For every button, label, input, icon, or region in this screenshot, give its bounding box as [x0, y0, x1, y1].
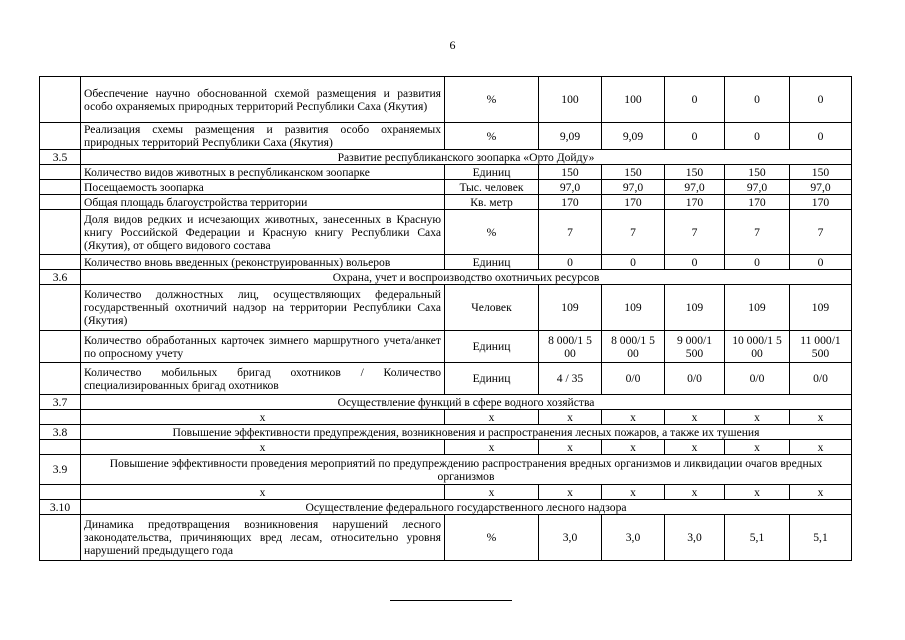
- table-row: [40, 77, 852, 123]
- table-row: [40, 363, 852, 395]
- value-cell: 0: [602, 255, 665, 270]
- indicator-name: Реализация схемы размещения и развития особо охраняемых природных территорий Республики Саха (Якутия): [81, 123, 445, 150]
- unit-cell: Тыс. человек: [445, 180, 539, 195]
- row-number: [40, 77, 81, 123]
- value-cell: 150: [602, 165, 665, 180]
- value-cell: 11 000/1 500: [790, 331, 852, 363]
- value-cell: 0: [665, 123, 725, 150]
- value-cell: 97,0: [665, 180, 725, 195]
- indicator-name: Количество вновь введенных (реконструированных) вольеров: [81, 255, 445, 270]
- value-cell: 170: [790, 195, 852, 210]
- value-cell: 5,1: [790, 515, 852, 561]
- row-number: [40, 515, 81, 561]
- row-number: [40, 331, 81, 363]
- value-cell: х: [665, 485, 725, 500]
- section-row: [40, 270, 852, 285]
- value-cell: 0/0: [790, 363, 852, 395]
- section-row: [40, 425, 852, 440]
- unit-cell: Единиц: [445, 255, 539, 270]
- value-cell: 0/0: [602, 363, 665, 395]
- value-cell: х: [790, 485, 852, 500]
- value-cell: х: [602, 410, 665, 425]
- value-cell: 8 000/1 5 00: [602, 331, 665, 363]
- value-cell: 150: [725, 165, 790, 180]
- value-cell: 0: [665, 255, 725, 270]
- section-number: 3.5: [40, 150, 81, 165]
- row-number: [40, 210, 81, 255]
- value-cell: х: [539, 410, 602, 425]
- indicator-name: х: [81, 410, 445, 425]
- value-cell: х: [539, 485, 602, 500]
- row-number: [40, 485, 81, 500]
- value-cell: х: [602, 485, 665, 500]
- table-row: [40, 195, 852, 210]
- table-row: [40, 410, 852, 425]
- row-number: [40, 195, 81, 210]
- table-row: [40, 123, 852, 150]
- indicator-name: Количество обработанных карточек зимнего маршрутного учета/анкет по опросному учету: [81, 331, 445, 363]
- unit-cell: %: [445, 123, 539, 150]
- value-cell: 9,09: [602, 123, 665, 150]
- section-title: Осуществление функций в сфере водного хозяйства: [81, 395, 852, 410]
- indicator-name: х: [81, 485, 445, 500]
- row-number: [40, 255, 81, 270]
- value-cell: 170: [539, 195, 602, 210]
- value-cell: 9 000/1 500: [665, 331, 725, 363]
- value-cell: 7: [602, 210, 665, 255]
- value-cell: 0: [539, 255, 602, 270]
- unit-cell: Единиц: [445, 165, 539, 180]
- unit-cell: %: [445, 515, 539, 561]
- unit-cell: %: [445, 77, 539, 123]
- section-number: 3.7: [40, 395, 81, 410]
- value-cell: 109: [725, 285, 790, 331]
- section-number: 3.8: [40, 425, 81, 440]
- row-number: [40, 440, 81, 455]
- value-cell: 0: [725, 77, 790, 123]
- unit-cell: Единиц: [445, 363, 539, 395]
- value-cell: 100: [539, 77, 602, 123]
- indicator-name: Обеспечение научно обоснованной схемой размещения и развития особо охраняемых природных территорий Республики Саха (Якутия): [81, 77, 445, 123]
- row-number: [40, 285, 81, 331]
- value-cell: 0: [665, 77, 725, 123]
- value-cell: 0: [725, 255, 790, 270]
- section-title: Развитие республиканского зоопарка «Орто Дойду»: [81, 150, 852, 165]
- value-cell: 9,09: [539, 123, 602, 150]
- value-cell: х: [725, 440, 790, 455]
- value-cell: 150: [539, 165, 602, 180]
- value-cell: 97,0: [790, 180, 852, 195]
- value-cell: 150: [665, 165, 725, 180]
- value-cell: 97,0: [602, 180, 665, 195]
- footer-divider: [390, 600, 512, 601]
- value-cell: 3,0: [602, 515, 665, 561]
- indicator-name: х: [81, 440, 445, 455]
- table-row: [40, 515, 852, 561]
- table-row: [40, 440, 852, 455]
- unit-cell: х: [445, 485, 539, 500]
- value-cell: 97,0: [725, 180, 790, 195]
- value-cell: 170: [665, 195, 725, 210]
- value-cell: 0: [790, 123, 852, 150]
- value-cell: 170: [602, 195, 665, 210]
- value-cell: 7: [665, 210, 725, 255]
- indicator-name: Посещаемость зоопарка: [81, 180, 445, 195]
- table-row: [40, 180, 852, 195]
- section-title: Повышение эффективности предупреждения, возникновения и распространения лесных пожаров, а также их тушения: [81, 425, 852, 440]
- value-cell: 0/0: [665, 363, 725, 395]
- value-cell: 7: [790, 210, 852, 255]
- value-cell: х: [539, 440, 602, 455]
- section-number: 3.10: [40, 500, 81, 515]
- value-cell: 170: [725, 195, 790, 210]
- value-cell: 100: [602, 77, 665, 123]
- unit-cell: х: [445, 440, 539, 455]
- value-cell: 109: [665, 285, 725, 331]
- value-cell: 150: [790, 165, 852, 180]
- value-cell: х: [725, 410, 790, 425]
- indicator-name: Количество должностных лиц, осуществляющих федеральный государственный охотничий надзор на территории Республики Саха (Якутия): [81, 285, 445, 331]
- value-cell: 109: [790, 285, 852, 331]
- unit-cell: Кв. метр: [445, 195, 539, 210]
- value-cell: 3,0: [665, 515, 725, 561]
- section-row: [40, 395, 852, 410]
- value-cell: 0: [790, 255, 852, 270]
- table-row: [40, 485, 852, 500]
- unit-cell: Человек: [445, 285, 539, 331]
- table-row: [40, 285, 852, 331]
- table-row: [40, 210, 852, 255]
- table-row: [40, 255, 852, 270]
- value-cell: х: [725, 485, 790, 500]
- section-row: [40, 150, 852, 165]
- section-title: Охрана, учет и воспроизводство охотничьих ресурсов: [81, 270, 852, 285]
- value-cell: х: [790, 410, 852, 425]
- row-number: [40, 180, 81, 195]
- section-row: [40, 500, 852, 515]
- indicator-name: Общая площадь благоустройства территории: [81, 195, 445, 210]
- page-number: 6: [449, 38, 456, 52]
- unit-cell: Единиц: [445, 331, 539, 363]
- indicator-name: Количество мобильных бригад охотников / Количество специализированных бригад охотников: [81, 363, 445, 395]
- value-cell: 5,1: [725, 515, 790, 561]
- value-cell: 109: [602, 285, 665, 331]
- value-cell: х: [790, 440, 852, 455]
- value-cell: 10 000/1 5 00: [725, 331, 790, 363]
- value-cell: 8 000/1 5 00: [539, 331, 602, 363]
- section-number: 3.9: [40, 455, 81, 485]
- section-row: [40, 455, 852, 485]
- table-row: [40, 331, 852, 363]
- value-cell: 109: [539, 285, 602, 331]
- value-cell: 0: [790, 77, 852, 123]
- value-cell: х: [665, 440, 725, 455]
- unit-cell: %: [445, 210, 539, 255]
- row-number: [40, 165, 81, 180]
- value-cell: 3,0: [539, 515, 602, 561]
- value-cell: 7: [725, 210, 790, 255]
- indicators-table: [39, 76, 852, 561]
- indicator-name: Динамика предотвращения возникновения нарушений лесного законодательства, причиняющих вред лесам, относительно уровня нарушений предыдущего года: [81, 515, 445, 561]
- value-cell: 7: [539, 210, 602, 255]
- section-number: 3.6: [40, 270, 81, 285]
- row-number: [40, 410, 81, 425]
- section-title: Осуществление федерального государственного лесного надзора: [81, 500, 852, 515]
- row-number: [40, 363, 81, 395]
- table-row: [40, 165, 852, 180]
- section-title: Повышение эффективности проведения мероприятий по предупреждению распространения вредных организмов и ликвидации очагов вредных организмов: [81, 455, 852, 485]
- value-cell: х: [665, 410, 725, 425]
- value-cell: 4 / 35: [539, 363, 602, 395]
- indicator-name: Количество видов животных в республиканском зоопарке: [81, 165, 445, 180]
- value-cell: 0/0: [725, 363, 790, 395]
- value-cell: 0: [725, 123, 790, 150]
- value-cell: х: [602, 440, 665, 455]
- indicator-name: Доля видов редких и исчезающих животных, занесенных в Красную книгу Российской Федерации и Красную книгу Республики Саха (Якутия), от общего видового состава: [81, 210, 445, 255]
- row-number: [40, 123, 81, 150]
- unit-cell: х: [445, 410, 539, 425]
- value-cell: 97,0: [539, 180, 602, 195]
